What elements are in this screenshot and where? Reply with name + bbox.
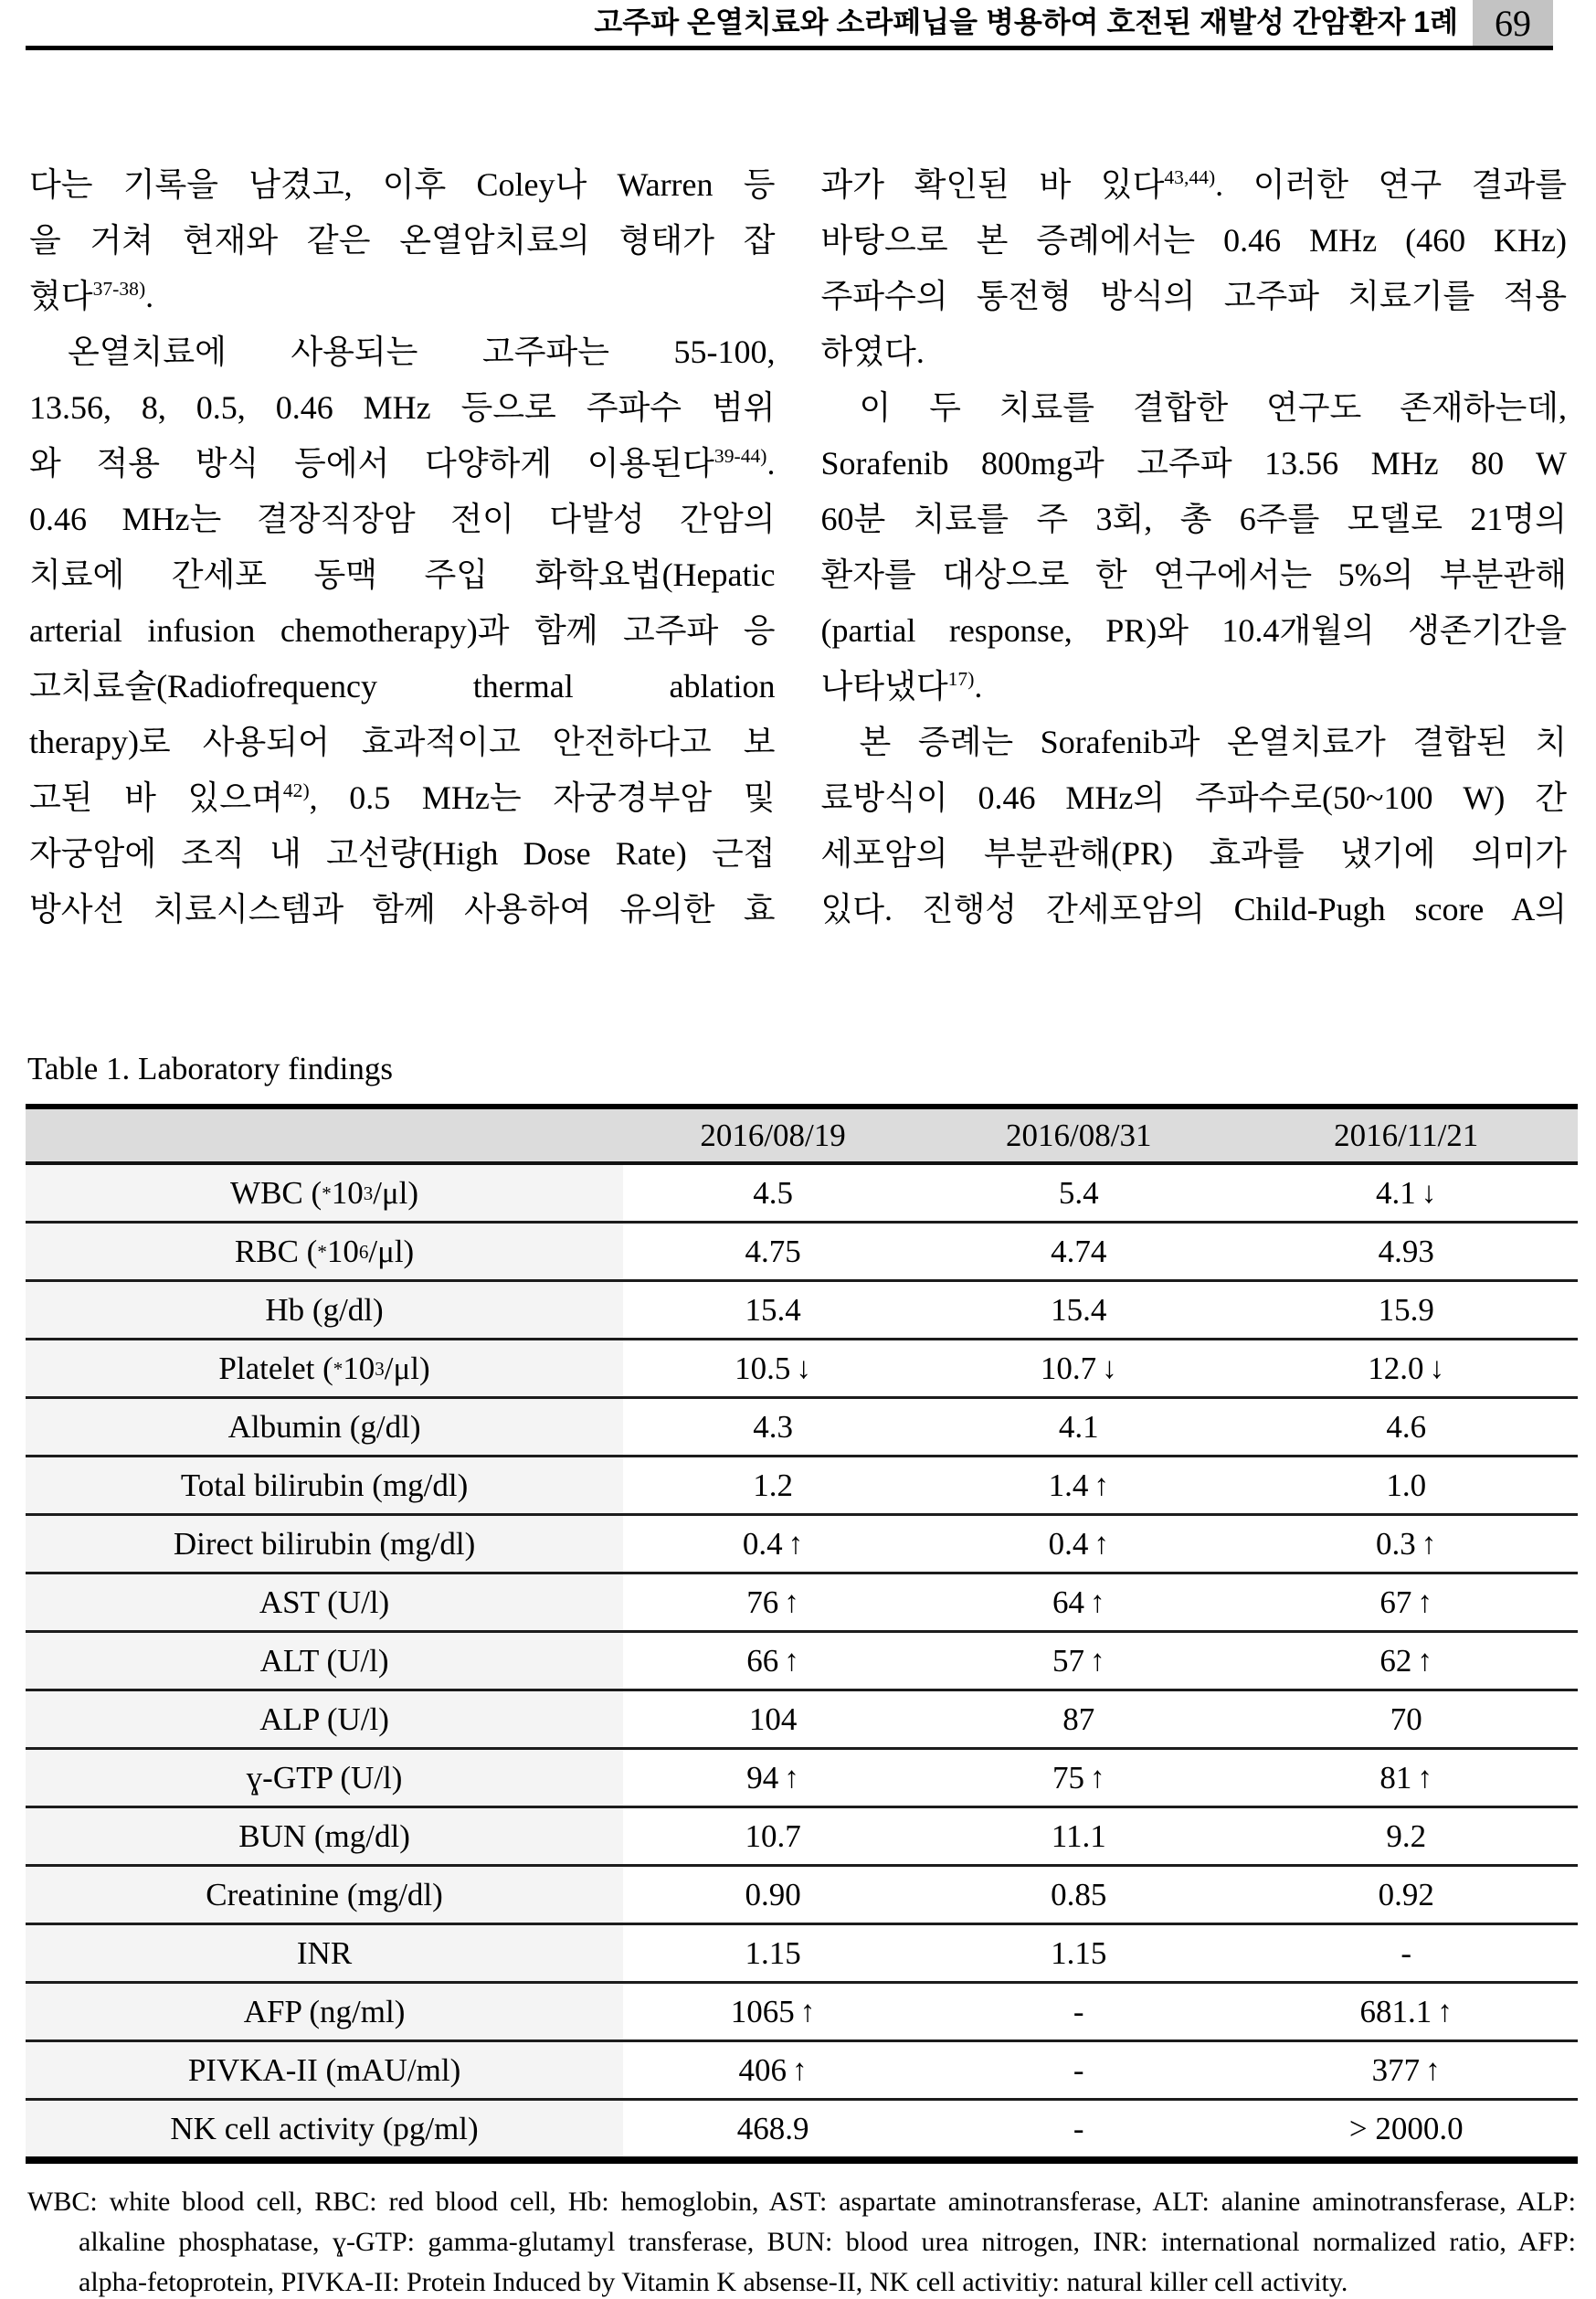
down-arrow-icon: ↓	[1421, 1175, 1437, 1210]
cell-value: 1.15	[745, 1934, 801, 1971]
cell-value: 4.6	[1386, 1408, 1427, 1445]
table-footnote	[27, 2182, 1576, 2299]
row-label: AST (U/l)	[26, 1574, 623, 1630]
cell-value: 4.1 ↓	[1376, 1174, 1437, 1211]
table-row	[26, 2101, 1578, 2156]
table-row	[26, 1750, 1578, 1808]
text-line: 나타냈다$^{17)}$.	[820, 668, 983, 705]
table-row	[26, 1516, 1578, 1574]
footnote-line: alkaline phosphatase, ɣ-GTP: gamma-glutamyl transferase, BUN: blood urea nitrogen, INR: international normalized ratio, AFP:	[79, 2227, 1576, 2257]
up-arrow-icon: ↑	[1417, 1584, 1433, 1619]
row-label: WBC ( * 10 3 /μl)	[26, 1165, 623, 1221]
cell-value: 468.9	[736, 2110, 809, 2146]
text-line: arterial infusion chemotherapy)과 함께 고주파 응	[29, 612, 776, 649]
cell-value: 1.2	[753, 1467, 793, 1503]
cell-value: 76 ↑	[746, 1584, 799, 1620]
column-header: 2016/11/21	[1334, 1117, 1479, 1153]
row-label: Direct bilirubin (mg/dl)	[26, 1516, 623, 1572]
text-line: 자궁암에 조직 내 고선량(High Dose Rate) 근접	[29, 835, 776, 872]
text-line: 치료에 간세포 동맥 주입 화학요법(Hepatic	[29, 556, 776, 593]
up-arrow-icon: ↑	[784, 1643, 799, 1678]
row-label: INR	[26, 1925, 623, 1981]
cell-value: 406 ↑	[738, 2051, 808, 2088]
cell-value: 1.4 ↑	[1048, 1467, 1109, 1503]
cell-value: 4.74	[1051, 1233, 1107, 1269]
cell-value: 0.90	[745, 1876, 801, 1912]
up-arrow-icon: ↑	[784, 1584, 799, 1619]
down-arrow-icon: ↓	[796, 1351, 811, 1385]
table-row	[26, 1574, 1578, 1633]
up-arrow-icon: ↑	[792, 2052, 808, 2087]
table-row	[26, 1340, 1578, 1399]
cell-value: 15.4	[1051, 1291, 1107, 1328]
row-label: Albumin (g/dl)	[26, 1399, 623, 1455]
cell-value: 1065 ↑	[730, 1993, 816, 2029]
text-line: 13.56, 8, 0.5, 0.46 MHz 등으로 주파수 범위	[29, 389, 776, 426]
cell-value: > 2000.0	[1348, 2110, 1464, 2146]
cell-value: 4.1	[1058, 1408, 1099, 1445]
table-row	[26, 1633, 1578, 1691]
cell-value: -	[1073, 1993, 1084, 2029]
up-arrow-icon: ↑	[1089, 1643, 1105, 1678]
table-row	[26, 1808, 1578, 1867]
row-label: AFP (ng/ml)	[26, 1984, 623, 2039]
text-line: 세포암의 부분관해(PR) 효과를 냈기에 의미가	[820, 835, 1567, 872]
up-arrow-icon: ↑	[1437, 1994, 1453, 2029]
down-arrow-icon: ↓	[1102, 1351, 1117, 1385]
row-label: Total bilirubin (mg/dl)	[26, 1457, 623, 1513]
cell-value: 4.5	[753, 1174, 793, 1211]
cell-value: 12.0 ↓	[1368, 1350, 1445, 1386]
table-row	[26, 1867, 1578, 1925]
text-line: 하였다.	[820, 334, 925, 370]
cell-value: 1.15	[1051, 1934, 1107, 1971]
up-arrow-icon: ↑	[1417, 1643, 1433, 1678]
text-line: 을 거쳐 현재와 같은 온열암치료의 형태가 잡	[29, 222, 776, 259]
up-arrow-icon: ↑	[784, 1760, 799, 1795]
text-line: 이 두 치료를 결합한 연구도 존재하는데,	[859, 389, 1567, 426]
lab-table	[26, 1104, 1578, 2164]
cell-value: 64 ↑	[1052, 1584, 1105, 1620]
superscript: 43,44)	[1164, 166, 1216, 188]
row-label: RBC ( * 10 6 /μl)	[26, 1224, 623, 1279]
row-label: ALP (U/l)	[26, 1691, 623, 1747]
table-row	[26, 1282, 1578, 1340]
column-header: 2016/08/31	[1006, 1117, 1152, 1153]
text-line: 60분 치료를 주 3회, 총 6주를 모델로 21명의	[820, 501, 1567, 537]
text-line: therapy)로 사용되어 효과적이고 안전하다고 보	[29, 724, 776, 760]
text-line: Sorafenib 800mg과 고주파 13.56 MHz 80 W	[820, 445, 1567, 482]
cell-value: 15.4	[745, 1291, 801, 1328]
cell-value: 62 ↑	[1379, 1642, 1433, 1679]
cell-value: -	[1073, 2110, 1084, 2146]
cell-value: 70	[1390, 1700, 1422, 1737]
running-head	[26, 0, 1553, 50]
table-header-row	[26, 1109, 1578, 1165]
up-arrow-icon: ↑	[1417, 1760, 1433, 1795]
row-label: Hb (g/dl)	[26, 1282, 623, 1338]
text-line: (partial response, PR)와 10.4개월의 생존기간을	[820, 612, 1567, 649]
row-label: NK cell activity (pg/ml)	[26, 2101, 623, 2156]
footnote-line: alpha-fetoprotein, PIVKA-II: Protein Induced by Vitamin K absense-II, NK cell activitiy: natural killer cell activity.	[79, 2267, 1348, 2297]
text-line: 혔다$^{37-38)}$.	[29, 278, 154, 314]
cell-value: 4.3	[753, 1408, 793, 1445]
body-columns	[29, 157, 1567, 938]
up-arrow-icon: ↑	[1089, 1584, 1105, 1619]
cell-value: 10.5 ↓	[735, 1350, 811, 1386]
down-arrow-icon: ↓	[1429, 1351, 1445, 1385]
table-row	[26, 1984, 1578, 2042]
superscript: 42)	[282, 779, 310, 801]
text-line: 온열치료에 사용되는 고주파는 55-100,	[68, 334, 776, 370]
up-arrow-icon: ↑	[1425, 2052, 1441, 2087]
superscript: 39-44)	[713, 445, 767, 467]
cell-value: 104	[748, 1700, 798, 1737]
text-line: 바탕으로 본 증례에서는 0.46 MHz (460 KHz)	[820, 222, 1567, 259]
page-number-badge: 69	[1473, 0, 1553, 46]
table-row	[26, 1399, 1578, 1457]
up-arrow-icon: ↑	[1094, 1526, 1109, 1561]
column-header	[26, 1109, 623, 1161]
cell-value: 66 ↑	[746, 1642, 799, 1679]
cell-value: 0.4 ↑	[1048, 1525, 1109, 1562]
cell-value: 15.9	[1378, 1291, 1434, 1328]
cell-value: 0.3 ↑	[1376, 1525, 1437, 1562]
row-label: Platelet ( * 10 3 /μl)	[26, 1340, 623, 1396]
cell-value: 57 ↑	[1052, 1642, 1105, 1679]
running-head-title: 고주파 온열치료와 소라페닙을 병용하여 호전된 재발성 간암환자 1례	[594, 5, 1458, 38]
text-line: 료방식이 0.46 MHz의 주파수로(50~100 W) 간	[820, 779, 1567, 816]
text-line: 방사선 치료시스템과 함께 사용하여 유의한 효	[29, 891, 776, 927]
cell-value: -	[1073, 2051, 1084, 2088]
cell-value: 0.92	[1378, 1876, 1434, 1912]
up-arrow-icon: ↑	[799, 1994, 816, 2029]
right-column	[821, 157, 1568, 938]
row-label: ALT (U/l)	[26, 1633, 623, 1689]
cell-value: 9.2	[1386, 1817, 1427, 1854]
cell-value: 67 ↑	[1379, 1584, 1433, 1620]
row-label: BUN (mg/dl)	[26, 1808, 623, 1864]
text-line: 고된 바 있으며$^{42)}$, 0.5 MHz는 자궁경부암 및	[29, 779, 776, 816]
cell-value: 11.1	[1051, 1817, 1106, 1854]
row-label: PIVKA-II (mAU/ml)	[26, 2042, 623, 2098]
up-arrow-icon: ↑	[787, 1526, 804, 1561]
row-label: Creatinine (mg/dl)	[26, 1867, 623, 1923]
table-row	[26, 1691, 1578, 1750]
text-line: 과가 확인된 바 있다$^{43,44)}$. 이러한 연구 결과를	[820, 166, 1567, 203]
cell-value: 10.7 ↓	[1040, 1350, 1117, 1386]
superscript: 37-38)	[92, 278, 146, 300]
text-line: 와 적용 방식 등에서 다양하게 이용된다$^{39-44)}$.	[29, 445, 776, 482]
text-line: 고치료술(Radiofrequency thermal ablation	[29, 668, 776, 705]
cell-value: 1.0	[1386, 1467, 1427, 1503]
text-line: 다는 기록을 남겼고, 이후 Coley나 Warren 등	[29, 166, 776, 203]
cell-value: 75 ↑	[1052, 1759, 1105, 1796]
table-title: Table 1. Laboratory findings	[27, 1051, 393, 1086]
cell-value: 10.7	[745, 1817, 801, 1854]
text-line: 있다. 진행성 간세포암의 Child-Pugh score A의	[820, 891, 1567, 927]
table-row	[26, 2042, 1578, 2101]
table-row	[26, 1224, 1578, 1282]
table-row	[26, 1165, 1578, 1224]
column-header: 2016/08/19	[700, 1117, 846, 1153]
text-line: 본 증례는 Sorafenib과 온열치료가 결합된 치	[859, 724, 1567, 760]
cell-value: 0.85	[1051, 1876, 1107, 1912]
cell-value: 0.4 ↑	[742, 1525, 804, 1562]
cell-value: 94 ↑	[746, 1759, 799, 1796]
cell-value: -	[1400, 1934, 1412, 1971]
cell-value: 4.75	[745, 1233, 801, 1269]
cell-value: 5.4	[1058, 1174, 1099, 1211]
row-label: ɣ-GTP (U/l)	[26, 1750, 623, 1806]
up-arrow-icon: ↑	[1089, 1760, 1105, 1795]
cell-value: 377 ↑	[1371, 2051, 1441, 2088]
cell-value: 81 ↑	[1379, 1759, 1433, 1796]
text-line: 환자를 대상으로 한 연구에서는 5%의 부분관해	[820, 556, 1567, 593]
text-line: 0.46 MHz는 결장직장암 전이 다발성 간암의	[29, 501, 776, 537]
left-column	[29, 157, 776, 938]
cell-value: 4.93	[1378, 1233, 1434, 1269]
text-line: 주파수의 통전형 방식의 고주파 치료기를 적용	[820, 278, 1567, 314]
cell-value: 681.1 ↑	[1359, 1993, 1453, 2029]
footnote-line: WBC: white blood cell, RBC: red blood cell, Hb: hemoglobin, AST: aspartate aminotransferase, ALT: alanine aminotransferase, ALP:	[27, 2187, 1576, 2217]
superscript: 17)	[947, 668, 975, 690]
table-row	[26, 1457, 1578, 1516]
up-arrow-icon: ↑	[1094, 1467, 1109, 1502]
up-arrow-icon: ↑	[1421, 1526, 1437, 1561]
cell-value: 87	[1062, 1700, 1095, 1737]
table-row	[26, 1925, 1578, 1984]
